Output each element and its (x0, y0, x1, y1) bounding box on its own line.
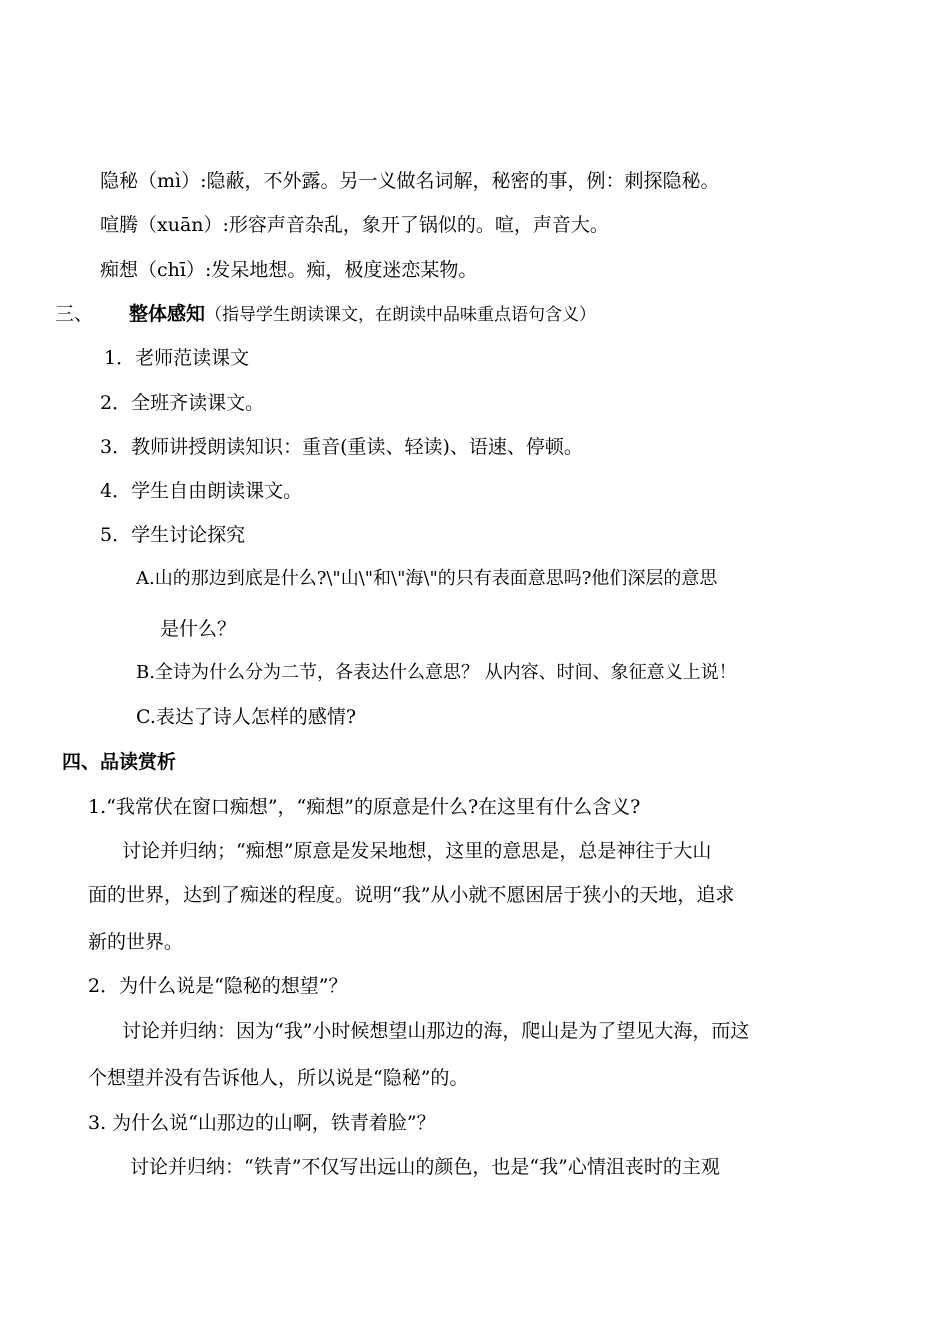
section-3-item-2: 2．全班齐读课文。 (100, 392, 265, 414)
section-3-item-3: 3．教师讲授朗读知识：重音(重读、轻读)、语速、停顿。 (100, 436, 583, 458)
vocab-line-3: 痴想（chī）:发呆地想。痴，极度迷恋某物。 (100, 259, 478, 281)
section-4-line-2: 讨论并归纳；“痴想”原意是发呆地想，这里的意思是，总是神往于大山 (122, 840, 712, 862)
section-3-item-5: 5．学生讨论探究 (100, 524, 246, 546)
vocab-line-2: 喧腾（xuān）:形容声音杂乱，象开了锅似的。喧，声音大。 (100, 214, 609, 236)
section-4-line-8: 3. 为什么说“山那边的山啊，铁青着脸”？ (88, 1112, 436, 1134)
section-3-number: 三、 (55, 303, 94, 325)
section-3-heading (55, 302, 596, 327)
section-4-line-6: 讨论并归纳：因为“我”小时候想望山那边的海，爬山是为了望见大海，而这 (122, 1020, 750, 1042)
section-3-item-1: 1．老师范读课文 (104, 347, 250, 369)
section-4-line-7: 个想望并没有告诉他人，所以说是“隐秘”的。 (88, 1067, 469, 1089)
section-3-item-4: 4．学生自由朗读课文。 (100, 480, 303, 502)
section-4-line-9: 讨论并归纳：“铁青”不仅写出远山的颜色，也是“我”心情沮丧时的主观 (130, 1156, 720, 1178)
question-a: A.山的那边到底是什么?\"山\"和\"海\"的只有表面意思吗?他们深层的意思 (136, 568, 718, 589)
section-4-heading: 四、品读赏析 (62, 751, 177, 773)
question-a-continued: 是什么？ (160, 618, 237, 640)
section-4-line-4: 新的世界。 (88, 931, 184, 953)
vocab-line-1: 隐秘（mì）:隐蔽，不外露。另一义做名词解，秘密的事，例：刺探隐秘。 (100, 170, 720, 192)
section-4-line-5: 2．为什么说是“隐秘的想望”？ (88, 975, 348, 997)
section-3-note: （指导学生朗读课文，在朗读中品味重点语句含义） (205, 305, 597, 325)
section-4-line-1: 1.“我常伏在窗口痴想”，“痴想”的原意是什么?在这里有什么含义? (88, 796, 641, 818)
question-c: C.表达了诗人怎样的感情? (136, 706, 357, 728)
section-3-title: 整体感知 (129, 303, 206, 325)
question-b: B.全诗为什么分为二节，各表达什么意思？ 从内容、时间、象征意义上说！ (136, 662, 737, 683)
section-4-line-3: 面的世界，达到了痴迷的程度。说明“我”从小就不愿困居于狭小的天地，追求 (88, 884, 735, 906)
